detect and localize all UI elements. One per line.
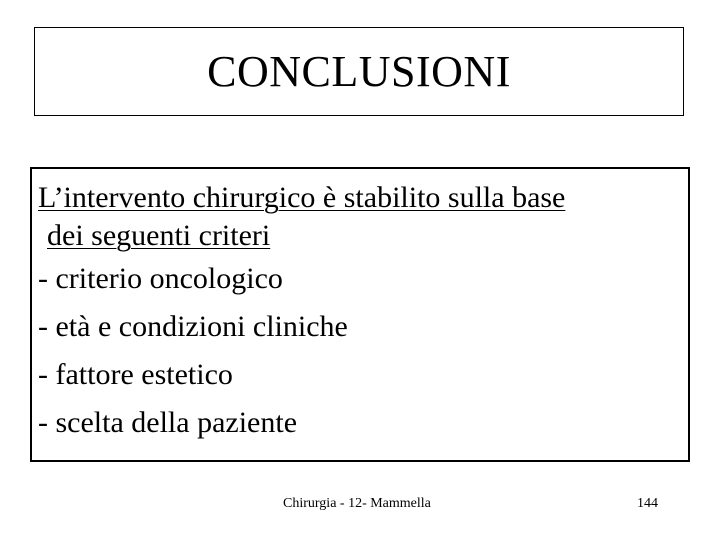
intro-line-2: dei seguenti criteri bbox=[47, 219, 271, 252]
footer-text: Chirurgia - 12- Mammella bbox=[283, 496, 431, 511]
page-number: 144 bbox=[637, 496, 658, 511]
criterion-item: - fattore estetico bbox=[38, 358, 233, 391]
criterion-item: - età e condizioni cliniche bbox=[38, 310, 348, 343]
title-box bbox=[34, 27, 684, 116]
criterion-item: - criterio oncologico bbox=[38, 262, 283, 295]
intro-line-1: L’intervento chirurgico è stabilito sulla base bbox=[38, 181, 566, 214]
content-box bbox=[30, 167, 690, 462]
slide-title: CONCLUSIONI bbox=[207, 46, 511, 96]
criterion-item: - scelta della paziente bbox=[38, 406, 298, 439]
